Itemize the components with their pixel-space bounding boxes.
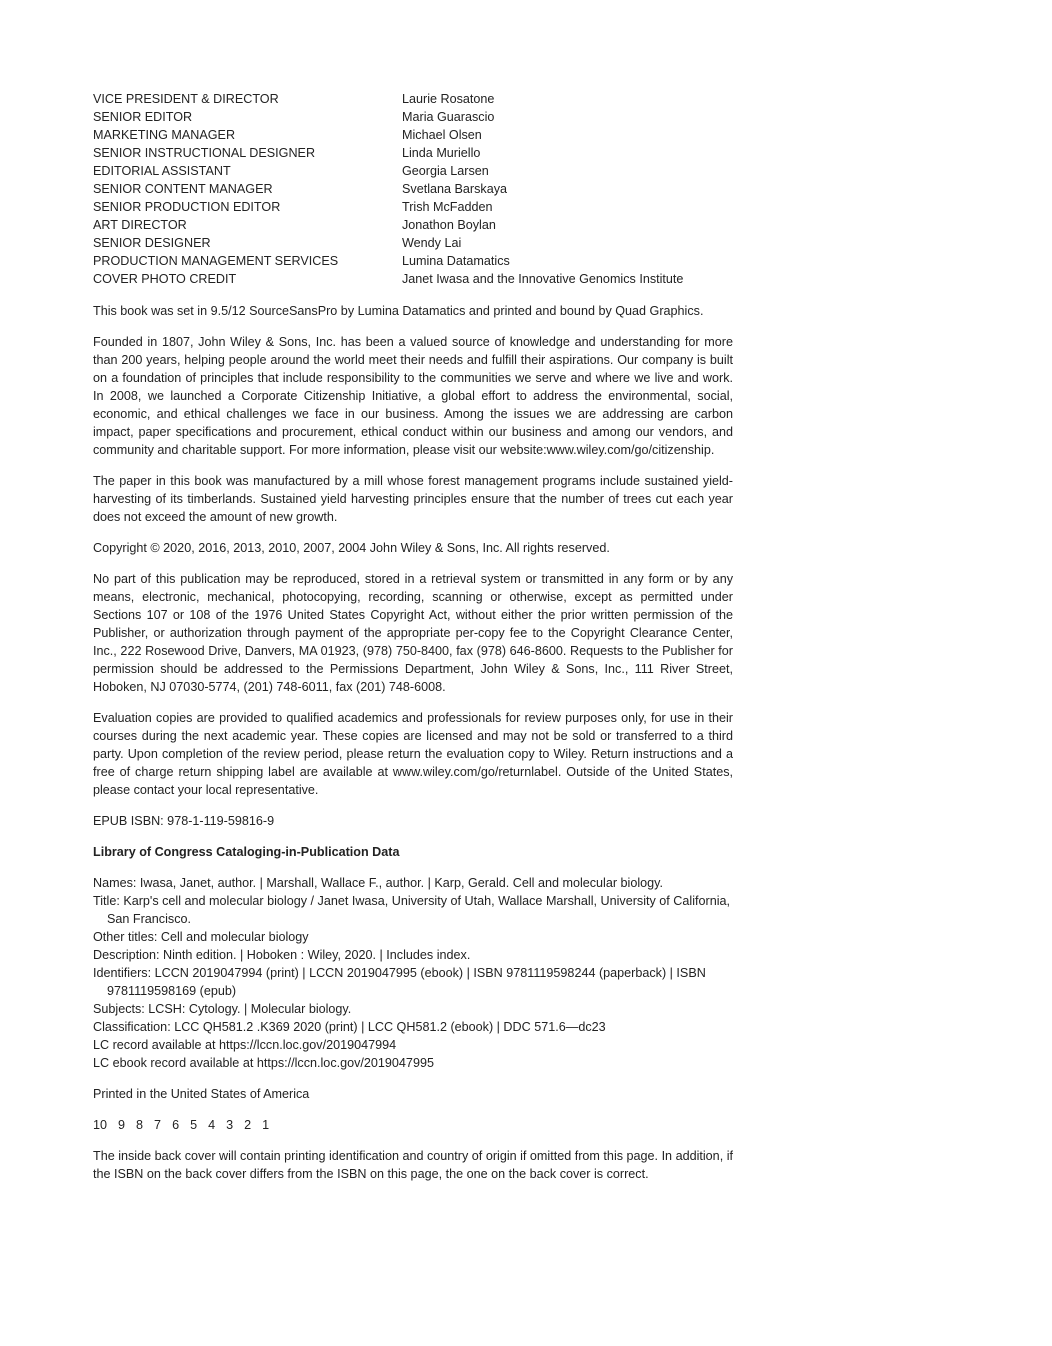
staff-role: SENIOR PRODUCTION EDITOR bbox=[93, 200, 281, 214]
cip-line: Names: Iwasa, Janet, author. | Marshall, Wallace F., author. | Karp, Gerald. Cell and molecular biology. bbox=[93, 876, 664, 890]
printing-number: 10 bbox=[93, 1118, 108, 1132]
printing-number: 3 bbox=[226, 1118, 234, 1132]
staff-role: SENIOR DESIGNER bbox=[93, 236, 211, 250]
printing-number: 5 bbox=[190, 1118, 198, 1132]
staff-role: MARKETING MANAGER bbox=[93, 128, 236, 142]
printing-number: 8 bbox=[136, 1118, 144, 1132]
staff-row bbox=[93, 216, 733, 234]
staff-credits bbox=[93, 90, 733, 288]
cip-line: LC ebook record available at https://lccn.loc.gov/2019047995 bbox=[93, 1056, 434, 1070]
printing-number-line bbox=[93, 1116, 733, 1134]
staff-role: VICE PRESIDENT & DIRECTOR bbox=[93, 92, 279, 106]
staff-name: Linda Muriello bbox=[402, 146, 481, 160]
cip-line: Subjects: LCSH: Cytology. | Molecular biology. bbox=[93, 1002, 352, 1016]
typeset-note: This book was set in 9.5/12 SourceSansPro by Lumina Datamatics and printed and bound by Quad Graphics. bbox=[93, 304, 704, 318]
epub-isbn: EPUB ISBN: 978-1-119-59816-9 bbox=[93, 814, 275, 828]
printing-number: 1 bbox=[262, 1118, 270, 1132]
paper-paragraph: The paper in this book was manufactured by a mill whose forest management programs include sustained yield-harvesting of its timberlands. Sustained yield harvesting principles ensure that the number of trees cut each year does not exceed the amount of new growth. bbox=[93, 474, 733, 524]
cip-line: Classification: LCC QH581.2 .K369 2020 (print) | LCC QH581.2 (ebook) | DDC 571.6—dc23 bbox=[93, 1020, 606, 1034]
staff-row bbox=[93, 198, 733, 216]
staff-row bbox=[93, 234, 733, 252]
printing-number: 6 bbox=[172, 1118, 180, 1132]
printing-number: 2 bbox=[244, 1118, 252, 1132]
evaluation-paragraph: Evaluation copies are provided to qualified academics and professionals for review purposes only, for use in their courses during the next academic year. These copies are licensed and may not be sold or transferred to a third party. Upon completion of the review period, please return the evaluation copy to Wiley. Return instructions and a free of charge return shipping label are available at www.wiley.com/go/returnlabel. Outside of the United States, please contact your local representative. bbox=[93, 711, 733, 797]
staff-row bbox=[93, 126, 733, 144]
staff-name: Trish McFadden bbox=[402, 200, 493, 214]
staff-role: COVER PHOTO CREDIT bbox=[93, 272, 237, 286]
page-content bbox=[93, 90, 733, 1196]
staff-name: Wendy Lai bbox=[402, 236, 462, 250]
cip-block bbox=[93, 874, 733, 1072]
staff-role: SENIOR INSTRUCTIONAL DESIGNER bbox=[93, 146, 316, 160]
staff-row bbox=[93, 144, 733, 162]
staff-row bbox=[93, 252, 733, 270]
printing-number: 4 bbox=[208, 1118, 216, 1132]
staff-name: Michael Olsen bbox=[402, 128, 482, 142]
cip-line: Description: Ninth edition. | Hoboken : Wiley, 2020. | Includes index. bbox=[93, 948, 471, 962]
staff-name: Jonathon Boylan bbox=[402, 218, 496, 232]
back-cover-note: The inside back cover will contain printing identification and country of origin if omitted from this page. In addition, if the ISBN on the back cover differs from the ISBN on this page, the one on the back cover is correct. bbox=[93, 1149, 733, 1181]
staff-role: EDITORIAL ASSISTANT bbox=[93, 164, 231, 178]
cip-line: Other titles: Cell and molecular biology bbox=[93, 930, 309, 944]
staff-row bbox=[93, 180, 733, 198]
staff-name: Svetlana Barskaya bbox=[402, 182, 508, 196]
staff-row bbox=[93, 162, 733, 180]
staff-name: Georgia Larsen bbox=[402, 164, 489, 178]
staff-name: Laurie Rosatone bbox=[402, 92, 495, 106]
staff-role: ART DIRECTOR bbox=[93, 218, 187, 232]
printing-number: 7 bbox=[154, 1118, 162, 1132]
staff-row bbox=[93, 90, 733, 108]
copyright-line: Copyright © 2020, 2016, 2013, 2010, 2007, 2004 John Wiley & Sons, Inc. All rights reserved. bbox=[93, 541, 610, 555]
reproduction-paragraph: No part of this publication may be reproduced, stored in a retrieval system or transmitted in any form or by any means, electronic, mechanical, photocopying, recording, scanning or otherwise, except as permitted under Sections 107 or 108 of the 1976 United States Copyright Act, without either the prior written permission of the Publisher, or authorization through payment of the appropriate per-copy fee to the Copyright Clearance Center, Inc., 222 Rosewood Drive, Danvers, MA 01923, (978) 750-8400, fax (978) 646-8600. Requests to the Publisher for permission should be addressed to the Permissions Department, John Wiley & Sons, Inc., 111 River Street, Hoboken, NJ 07030-5774, (201) 748-6011, fax (201) 748-6008. bbox=[93, 572, 733, 694]
staff-row bbox=[93, 270, 733, 288]
staff-name: Lumina Datamatics bbox=[402, 254, 510, 268]
staff-role: SENIOR EDITOR bbox=[93, 110, 193, 124]
staff-role: PRODUCTION MANAGEMENT SERVICES bbox=[93, 254, 339, 268]
cip-line: Title: Karp's cell and molecular biology / Janet Iwasa, University of Utah, Wallace Marshall, University of California, San Francisco. bbox=[93, 894, 731, 926]
printed-in: Printed in the United States of America bbox=[93, 1087, 310, 1101]
staff-row bbox=[93, 108, 733, 126]
staff-role: SENIOR CONTENT MANAGER bbox=[93, 182, 273, 196]
founded-paragraph: Founded in 1807, John Wiley & Sons, Inc. has been a valued source of knowledge and understanding for more than 200 years, helping people around the world meet their needs and fulfill their aspirations. Our company is built on a foundation of principles that include responsibility to the communities we serve and where we live and work. In 2008, we launched a Corporate Citizenship Initiative, a global effort to address the environmental, social, economic, and ethical challenges we face in our business. Among the issues we are addressing are carbon impact, paper specifications and procurement, ethical conduct within our business and among our vendors, and community and charitable support. For more information, please visit our website:www.wiley.com/go/citizenship. bbox=[93, 335, 733, 457]
staff-name: Maria Guarascio bbox=[402, 110, 495, 124]
cip-line: LC record available at https://lccn.loc.gov/2019047994 bbox=[93, 1038, 397, 1052]
staff-name: Janet Iwasa and the Innovative Genomics Institute bbox=[402, 272, 684, 286]
cip-title: Library of Congress Cataloging-in-Publication Data bbox=[93, 845, 400, 859]
printing-number: 9 bbox=[118, 1118, 126, 1132]
cip-line: Identifiers: LCCN 2019047994 (print) | LCCN 2019047995 (ebook) | ISBN 9781119598244 (paperback) | ISBN 9781119598169 (epub) bbox=[93, 966, 706, 998]
